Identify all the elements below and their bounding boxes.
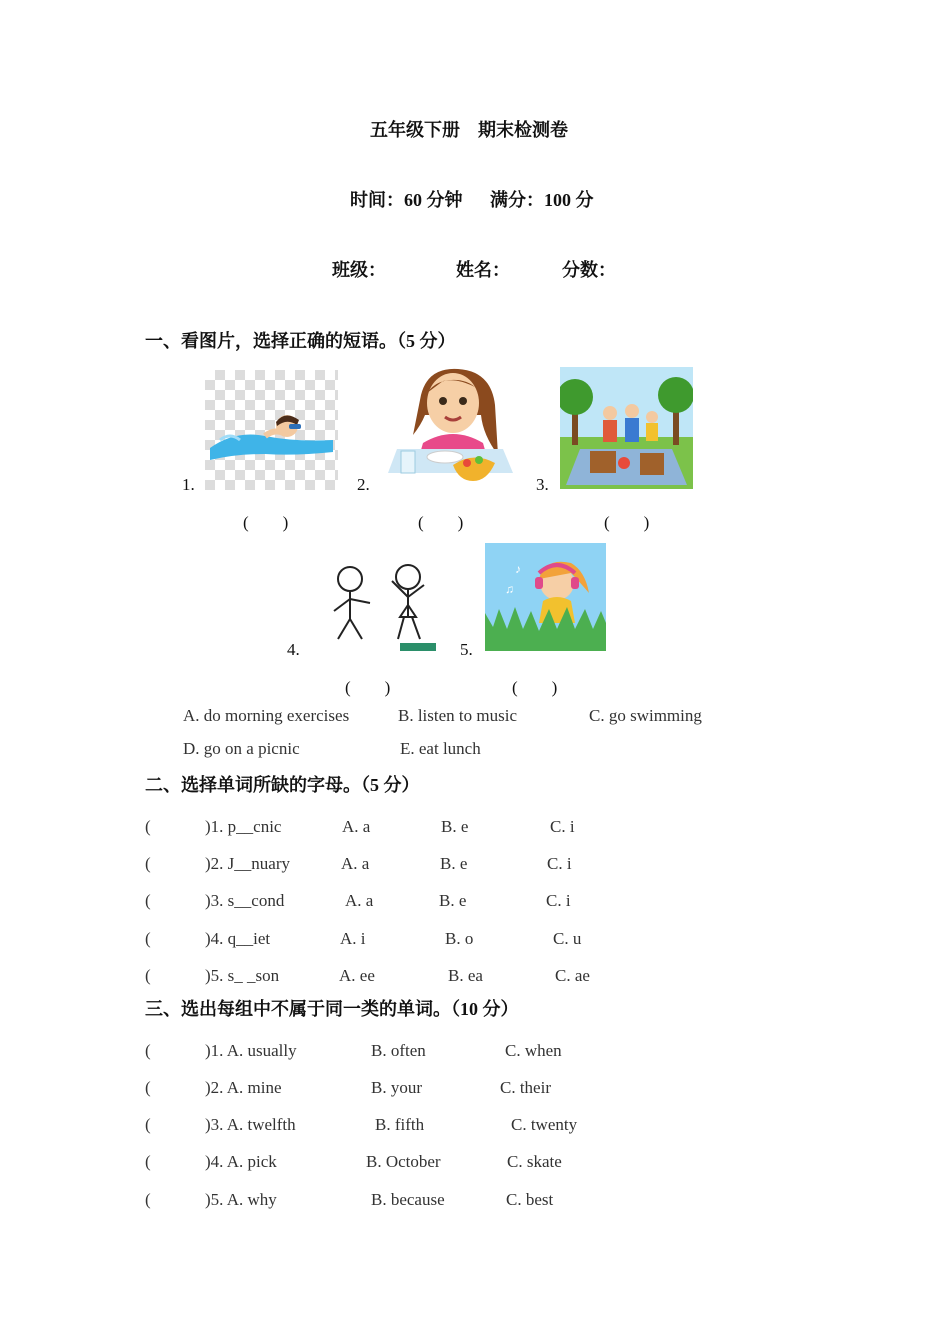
s3-q1-paren[interactable]: ( [145, 1041, 151, 1060]
answer-bracket-4[interactable]: ( ) [345, 678, 391, 697]
s2-q2-a: A. a [341, 854, 370, 873]
s2-q3-text: )3. s__cond [205, 891, 285, 910]
s2-q5-a: A. ee [339, 966, 375, 985]
s3-q3-paren[interactable]: ( [145, 1115, 151, 1134]
listen-to-music-picture [485, 543, 606, 651]
pic-number-4: 4. [287, 640, 300, 659]
s3-q5-b: B. because [371, 1190, 445, 1209]
s3-q4-c: C. skate [507, 1152, 562, 1171]
s3-q2-text: )2. A. mine [205, 1078, 282, 1097]
option-a: A. do morning exercises [183, 706, 350, 725]
pic-number-5: 5. [460, 640, 473, 659]
s2-q1-c: C. i [550, 817, 575, 836]
score-label: 分数： [562, 260, 616, 280]
s2-q3-a: A. a [345, 891, 374, 910]
section-2-heading: 二、选择单词所缺的字母。（5 分） [145, 775, 420, 795]
option-c: C. go swimming [589, 706, 702, 725]
s3-q2-c: C. their [500, 1078, 551, 1097]
s3-q3-text: )3. A. twelfth [205, 1115, 296, 1134]
s2-q1-paren[interactable]: ( [145, 817, 151, 836]
morning-exercises-picture [312, 545, 442, 655]
s3-q1-b: B. often [371, 1041, 426, 1060]
s3-q2-b: B. your [371, 1078, 422, 1097]
s3-q3-c: C. twenty [511, 1115, 578, 1134]
pic-number-3: 3. [536, 475, 549, 494]
swimming-picture [205, 370, 338, 490]
s3-q3-b: B. fifth [375, 1115, 425, 1134]
s2-q4-b: B. o [445, 929, 474, 948]
s3-q1-text: )1. A. usually [205, 1041, 297, 1060]
option-d: D. go on a picnic [183, 739, 300, 758]
s2-q1-b: B. e [441, 817, 469, 836]
svg-text:♪: ♪ [515, 562, 521, 576]
section-1-heading: 一、看图片，选择正确的短语。（5 分） [145, 331, 456, 351]
pic-number-2: 2. [357, 475, 370, 494]
option-b: B. listen to music [398, 706, 517, 725]
s2-q4-c: C. u [553, 929, 582, 948]
option-e: E. eat lunch [400, 739, 481, 758]
answer-bracket-5[interactable]: ( ) [512, 678, 558, 697]
s3-q5-paren[interactable]: ( [145, 1190, 151, 1209]
class-label: 班级： [332, 260, 386, 280]
answer-bracket-2[interactable]: ( ) [418, 513, 464, 532]
s2-q5-b: B. ea [448, 966, 483, 985]
s2-q5-paren[interactable]: ( [145, 966, 151, 985]
exam-full-score: 满分：100 分 [490, 190, 594, 210]
s3-q4-text: )4. A. pick [205, 1152, 277, 1171]
s2-q2-paren[interactable]: ( [145, 854, 151, 873]
answer-bracket-3[interactable]: ( ) [604, 513, 650, 532]
s2-q2-b: B. e [440, 854, 468, 873]
svg-text:♫: ♫ [505, 582, 514, 596]
s2-q3-b: B. e [439, 891, 467, 910]
s3-q4-b: B. October [366, 1152, 441, 1171]
s2-q4-text: )4. q__iet [205, 929, 271, 948]
page-title: 五年级下册 期末检测卷 [370, 120, 568, 140]
s2-q2-text: )2. J__nuary [205, 854, 290, 873]
s2-q4-paren[interactable]: ( [145, 929, 151, 948]
s2-q2-c: C. i [547, 854, 572, 873]
name-label: 姓名： [456, 260, 510, 280]
picnic-picture [560, 367, 693, 489]
s3-q2-paren[interactable]: ( [145, 1078, 151, 1097]
s3-q4-paren[interactable]: ( [145, 1152, 151, 1171]
s2-q5-text: )5. s_ _son [205, 966, 280, 985]
s2-q3-c: C. i [546, 891, 571, 910]
pic-number-1: 1. [182, 475, 195, 494]
section-3-heading: 三、选出每组中不属于同一类的单词。（10 分） [145, 999, 519, 1019]
s2-q3-paren[interactable]: ( [145, 891, 151, 910]
s2-q1-text: )1. p__cnic [205, 817, 282, 836]
s2-q5-c: C. ae [555, 966, 590, 985]
answer-bracket-1[interactable]: ( ) [243, 513, 289, 532]
s2-q1-a: A. a [342, 817, 371, 836]
s3-q5-text: )5. A. why [205, 1190, 277, 1209]
eat-lunch-picture [383, 365, 518, 490]
exam-time: 时间：60 分钟 [350, 190, 463, 210]
s3-q1-c: C. when [505, 1041, 562, 1060]
s2-q4-a: A. i [340, 929, 366, 948]
s3-q5-c: C. best [506, 1190, 554, 1209]
